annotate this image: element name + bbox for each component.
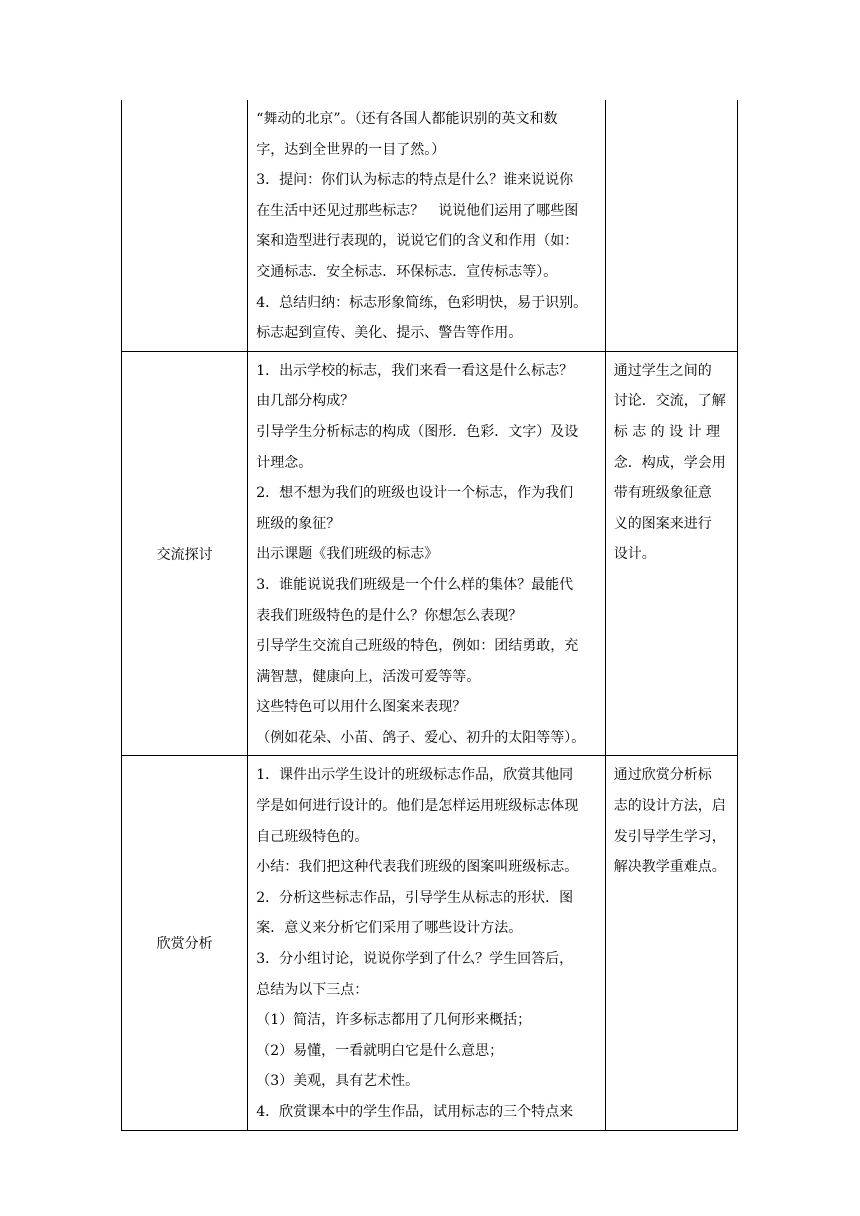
stage-cell: [122, 351, 248, 756]
note-text: [606, 352, 737, 572]
text-line: 小结：我们把这种代表我们班级的图案叫班级标志。: [256, 859, 579, 876]
note-cell: [605, 100, 737, 351]
text-line: 学是如何进行设计的。他们是怎样运用班级标志体现: [256, 798, 579, 815]
text-line: 案和造型进行表现的，说说它们的含义和作用（如：: [256, 233, 579, 250]
text-line: 出示课题《我们班级的标志》: [256, 546, 439, 563]
note-cell: [605, 756, 737, 1130]
text-line: 总结为以下三点：: [256, 981, 369, 998]
text-line: 班级的象征？: [256, 515, 341, 532]
content-cell: [248, 351, 606, 756]
text-line: 字，达到全世界的一目了然。）: [256, 141, 446, 158]
text-line: 1．出示学校的标志，我们来看一看这是什么标志？: [256, 362, 574, 379]
text-line: 自己班级特色的。: [256, 828, 369, 845]
text-line: （例如花朵、小苗、鸽子、爱心、初升的太阳等等）。: [256, 729, 586, 746]
content-cell: [248, 756, 606, 1130]
text-line: 引导学生交流自己班级的特色，例如：团结勇敢，充: [256, 638, 579, 655]
stage-label: 欣赏分析: [156, 936, 213, 953]
text-line: 3．谁能说说我们班级是一个什么样的集体？最能代: [256, 576, 574, 593]
text-line: （3）美观，具有艺术性。: [256, 1073, 420, 1090]
text-line: 计理念。: [256, 454, 313, 471]
text-line: “舞动的北京”。（还有各国人都能识别的英文和数: [256, 111, 558, 127]
text-line: 这些特色可以用什么图案来表现？: [256, 699, 467, 716]
text-line: 表我们班级特色的是什么？你想怎么表现？: [256, 607, 523, 624]
content-text: [248, 352, 605, 756]
text-line: 交通标志．安全标志．环保标志．宣传标志等）。: [256, 263, 558, 280]
note-line: 发引导学生学习，: [613, 828, 726, 845]
text-line: 3．提问：你们认为标志的特点是什么？谁来说说你: [256, 172, 574, 189]
text-line: （1）简洁，许多标志都用了几何形来概括；: [256, 1012, 532, 1029]
text-line: 在生活中还见过那些标志？ 说说他们运用了哪些图: [256, 202, 579, 219]
text-line: 标志起到宣传、美化、提示、警告等作用。: [256, 325, 523, 342]
note-line: 通过欣赏分析标: [613, 767, 712, 784]
table-row: [122, 100, 738, 351]
content-cell: [248, 100, 606, 351]
text-line: 由几部分构成？: [256, 393, 355, 410]
stage-cell: [122, 756, 248, 1130]
note-line: 标 志 的 设 计 理: [613, 423, 721, 440]
content-text: [248, 100, 605, 351]
lesson-plan-table: [121, 100, 738, 1131]
note-line: 讨论．交流，了解: [613, 393, 726, 410]
content-text: [248, 756, 605, 1129]
table-row: [122, 756, 738, 1130]
text-line: 1．课件出示学生设计的班级标志作品，欣赏其他同: [256, 767, 574, 784]
text-line: （2）易懂，一看就明白它是什么意思；: [256, 1042, 504, 1059]
note-line: 设计。: [613, 546, 656, 563]
stage-cell: [122, 100, 248, 351]
note-line: 解决教学重难点。: [613, 859, 726, 876]
note-line: 志的设计方法，启: [613, 798, 726, 815]
text-line: 2．分析这些标志作品，引导学生从标志的形状．图: [256, 889, 574, 906]
text-line: 引导学生分析标志的构成（图形．色彩．文字）及设: [256, 423, 579, 440]
text-line: 4．欣赏课本中的学生作品，试用标志的三个特点来: [256, 1104, 574, 1120]
note-line: 义的图案来进行: [613, 515, 712, 532]
note-cell: [605, 351, 737, 756]
table-row: [122, 351, 738, 756]
note-line: 通过学生之间的: [613, 362, 712, 379]
note-text: [606, 756, 737, 884]
text-line: 案．意义来分析它们采用了哪些设计方法。: [256, 920, 523, 937]
text-line: 2．想不想为我们的班级也设计一个标志，作为我们: [256, 485, 574, 502]
text-line: 满智慧，健康向上，活泼可爱等等。: [256, 668, 481, 685]
text-line: 4．总结归纳：标志形象简练，色彩明快，易于识别。: [256, 294, 588, 311]
note-line: 念．构成，学会用: [613, 454, 726, 471]
text-line: 3．分小组讨论，说说你学到了什么？学生回答后，: [256, 951, 574, 968]
note-line: 带有班级象征意: [613, 485, 712, 502]
stage-label: 交流探讨: [156, 546, 213, 563]
